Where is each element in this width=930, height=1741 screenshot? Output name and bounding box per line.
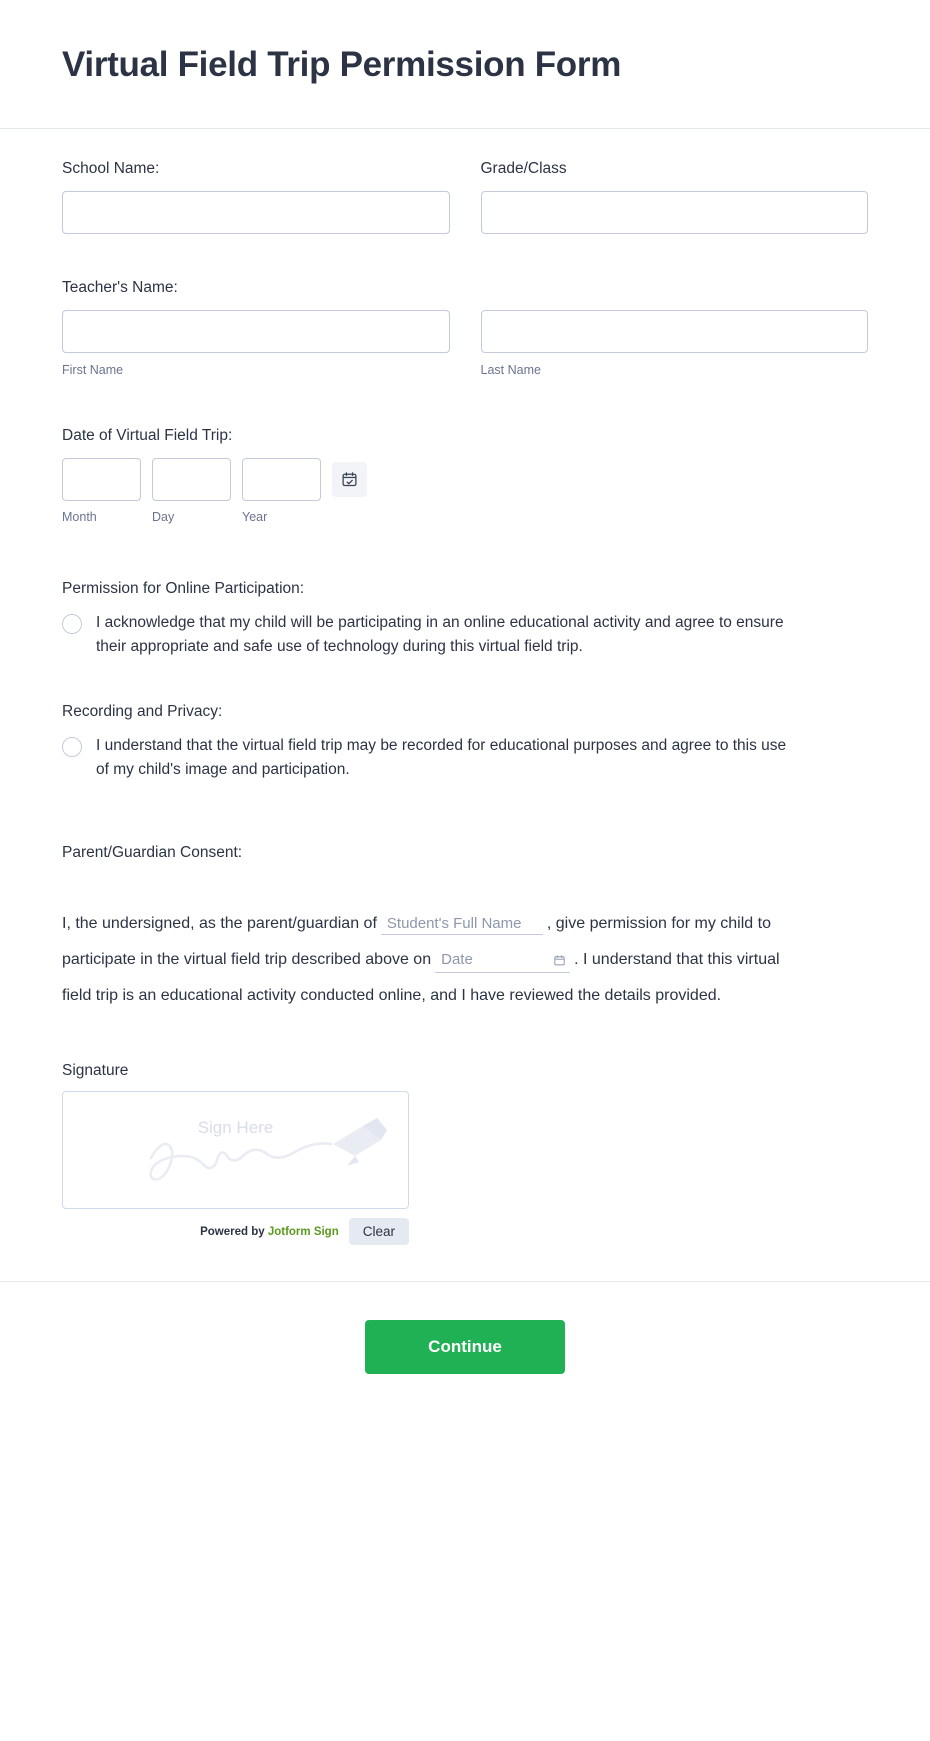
parent-guardian-consent-paragraph xyxy=(62,906,807,1014)
recording-privacy-radio[interactable] xyxy=(62,737,82,757)
trip-date-day-input[interactable] xyxy=(152,458,231,501)
calendar-icon[interactable] xyxy=(553,954,570,967)
page-title: Virtual Field Trip Permission Form xyxy=(62,45,622,84)
teacher-last-name-col xyxy=(481,310,869,378)
powered-by-label xyxy=(200,1226,339,1238)
parent-guardian-consent-title: Parent/Guardian Consent: xyxy=(62,844,243,862)
signature-block xyxy=(62,1062,868,1245)
trip-date-day-cell xyxy=(152,458,231,524)
school-name-label: School Name: xyxy=(62,160,160,177)
online-participation-option[interactable] xyxy=(62,611,792,659)
trip-date-month-sublabel: Month xyxy=(62,510,97,525)
teacher-name-row xyxy=(62,310,868,378)
school-name-field xyxy=(62,159,450,234)
jotform-sign-brand: Jotform Sign xyxy=(267,1225,339,1238)
school-grade-row xyxy=(62,159,868,234)
grade-class-field xyxy=(481,159,869,234)
parent-guardian-consent-block xyxy=(62,844,868,1014)
teacher-first-name-sublabel: First Name xyxy=(62,362,124,377)
form-footer xyxy=(0,1281,930,1424)
grade-class-input[interactable] xyxy=(481,191,869,234)
trip-date-year-input[interactable] xyxy=(242,458,321,501)
recording-privacy-option[interactable] xyxy=(62,734,792,782)
trip-date-year-sublabel: Year xyxy=(242,510,268,525)
consent-text-part-2: , give permission for my child to participate in the virtual field trip described above on xyxy=(62,915,771,969)
trip-date-year-cell xyxy=(242,458,321,524)
calendar-check-icon-button[interactable] xyxy=(332,462,367,497)
consent-text-part-3: . I understand that this virtual field trip is an educational activity conducted online, and I have reviewed the details provided. xyxy=(62,951,780,1005)
clear-signature-button[interactable]: Clear xyxy=(349,1218,409,1245)
trip-date-label: Date of Virtual Field Trip: xyxy=(62,427,233,445)
signature-hint: Sign Here xyxy=(197,1118,274,1138)
consent-date-wrap xyxy=(435,951,570,973)
teacher-first-name-col xyxy=(62,310,450,378)
trip-date-field xyxy=(62,426,868,524)
continue-button[interactable]: Continue xyxy=(365,1320,565,1374)
signature-placeholder-art xyxy=(63,1092,409,1209)
signature-pad[interactable] xyxy=(62,1091,409,1209)
recording-privacy-group xyxy=(62,703,868,782)
trip-date-day-sublabel: Day xyxy=(152,510,175,525)
powered-by-prefix: Powered by xyxy=(200,1225,268,1238)
school-name-input[interactable] xyxy=(62,191,450,234)
teacher-last-name-sublabel: Last Name xyxy=(480,362,541,377)
student-full-name-input[interactable] xyxy=(381,915,543,935)
calendar-check-icon xyxy=(341,471,358,488)
trip-date-group xyxy=(62,458,868,524)
trip-date-month-cell xyxy=(62,458,141,524)
grade-class-label: Grade/Class xyxy=(480,160,567,177)
signature-footer xyxy=(62,1218,409,1245)
teacher-name-label: Teacher's Name: xyxy=(62,278,178,296)
online-participation-heading: Permission for Online Participation: xyxy=(62,580,305,598)
consent-date-input[interactable] xyxy=(435,951,553,970)
teacher-last-name-input[interactable] xyxy=(481,310,869,353)
teacher-name-field xyxy=(62,278,868,378)
consent-text-part-1: I, the undersigned, as the parent/guardian of xyxy=(62,915,377,933)
signature-label: Signature xyxy=(62,1062,129,1080)
online-participation-group xyxy=(62,580,868,659)
online-participation-radio[interactable] xyxy=(62,614,82,634)
online-participation-option-label: I acknowledge that my child will be participating in an online educational activity and agree to ensure their appropriate and safe use of technology during this virtual field trip. xyxy=(96,614,784,656)
recording-privacy-option-label: I understand that the virtual field trip may be recorded for educational purposes and agree to this use of my child's image and participation. xyxy=(96,737,787,779)
trip-date-month-input[interactable] xyxy=(62,458,141,501)
form-body xyxy=(0,129,930,1245)
recording-privacy-heading: Recording and Privacy: xyxy=(62,703,223,721)
teacher-first-name-input[interactable] xyxy=(62,310,450,353)
form-header xyxy=(0,0,930,129)
